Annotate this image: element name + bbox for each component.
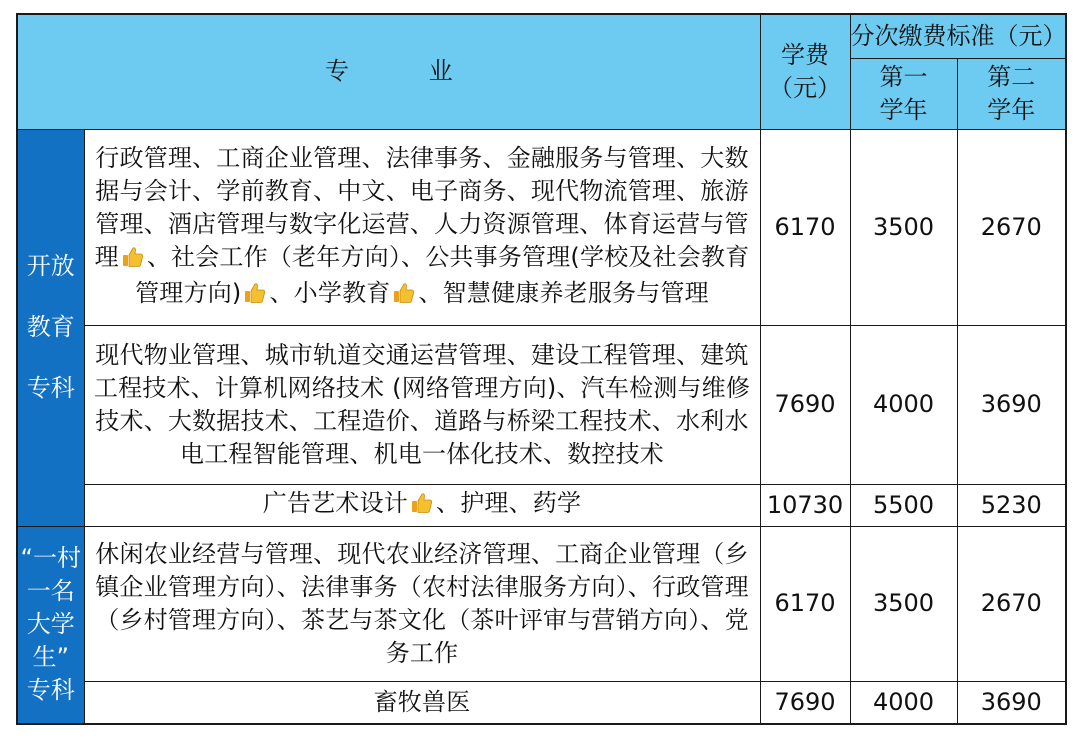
header-major — [17, 14, 760, 129]
fee-value: 6170 — [760, 129, 850, 325]
year2-value: 2670 — [957, 526, 1066, 681]
majors-cell — [84, 484, 760, 526]
category-line: 专科 — [26, 676, 75, 705]
fee-value: 6170 — [760, 526, 850, 681]
table-row — [17, 484, 1066, 526]
header-year1-line1: 第一 — [879, 62, 928, 91]
year1-value: 4000 — [850, 325, 957, 484]
majors-cell — [84, 681, 760, 724]
year1-value: 5500 — [850, 484, 957, 526]
thumbs-up-icon — [411, 490, 433, 523]
majors-text: 、社会工作（老年方向）、公共事务管理(学校及社会教育管理方向) — [135, 242, 750, 307]
header-year2-line1: 第二 — [987, 62, 1036, 91]
fee-value: 10730 — [760, 484, 850, 526]
header-installment: 分次缴费标准（元） — [850, 14, 1066, 58]
header-year2-line2: 学年 — [987, 95, 1036, 124]
year2-value: 5230 — [957, 484, 1066, 526]
fee-table-container — [16, 13, 1065, 725]
majors-cell — [84, 526, 760, 681]
majors-text: 广告艺术设计 — [262, 489, 408, 517]
category-line: 开放 — [26, 252, 75, 280]
category-one-village-one-student — [17, 526, 84, 724]
fee-table — [16, 13, 1067, 725]
header-fee — [760, 14, 850, 129]
category-line: 教育 — [26, 313, 75, 341]
category-open-education — [17, 129, 84, 526]
table-row — [17, 681, 1066, 724]
category-line: 大学 — [26, 610, 75, 639]
year1-value: 3500 — [850, 129, 957, 325]
majors-text: 行政管理、工商企业管理、法律事务、金融服务与管理、大数据与会计、学前教育、中文、电子商务、现代物流管理、旅游管理、酒店管理与数字化运营、人力资源管理、体育运营与管理 — [94, 143, 749, 271]
majors-text: 现代物业管理、城市轨道交通运营管理、建设工程管理、建筑工程技术、计算机网络技术 (网络管理方向)、汽车检测与维修技术、大数据技术、工程造价、道路与桥梁工程技术、水利水电工程智能管理、机电一体化技术、数控技术 — [93, 340, 751, 468]
majors-text: 、智慧健康养老服务与管理 — [418, 278, 709, 307]
year1-value: 3500 — [850, 526, 957, 681]
majors-text: 休闲农业经营与管理、现代农业经济管理、工商企业管理（乡镇企业管理方向）、法律事务（农村法律服务方向）、行政管理（乡村管理方向）、茶艺与茶文化（茶叶评审与营销方向）、党务工作 — [95, 539, 749, 667]
majors-text: 畜牧兽医 — [373, 687, 471, 716]
majors-cell — [84, 129, 760, 325]
majors-cell — [84, 325, 760, 484]
table-row — [17, 129, 1066, 325]
header-year2 — [957, 58, 1066, 129]
fee-value: 7690 — [760, 681, 850, 724]
year2-value: 2670 — [957, 129, 1066, 325]
fee-value: 7690 — [760, 325, 850, 484]
header-major-label: 专 业 — [324, 57, 489, 86]
header-year1 — [850, 58, 957, 129]
majors-text: 、护理、药学 — [436, 489, 582, 517]
table-row — [17, 526, 1066, 681]
thumbs-up-icon — [244, 280, 266, 313]
header-fee-line2: （元） — [769, 73, 842, 102]
category-line: 一名 — [26, 577, 75, 606]
category-line: 生” — [32, 643, 69, 672]
header-fee-line1: 学费 — [781, 40, 830, 69]
year2-value: 3690 — [957, 325, 1066, 484]
year2-value: 3690 — [957, 681, 1066, 724]
category-line: “一村 — [20, 544, 81, 573]
majors-text: 、小学教育 — [269, 278, 391, 307]
category-line: 专科 — [26, 374, 75, 402]
table-row — [17, 325, 1066, 484]
header-year1-line2: 学年 — [879, 95, 928, 124]
thumbs-up-icon — [122, 244, 144, 277]
thumbs-up-icon — [393, 280, 415, 313]
year1-value: 4000 — [850, 681, 957, 724]
